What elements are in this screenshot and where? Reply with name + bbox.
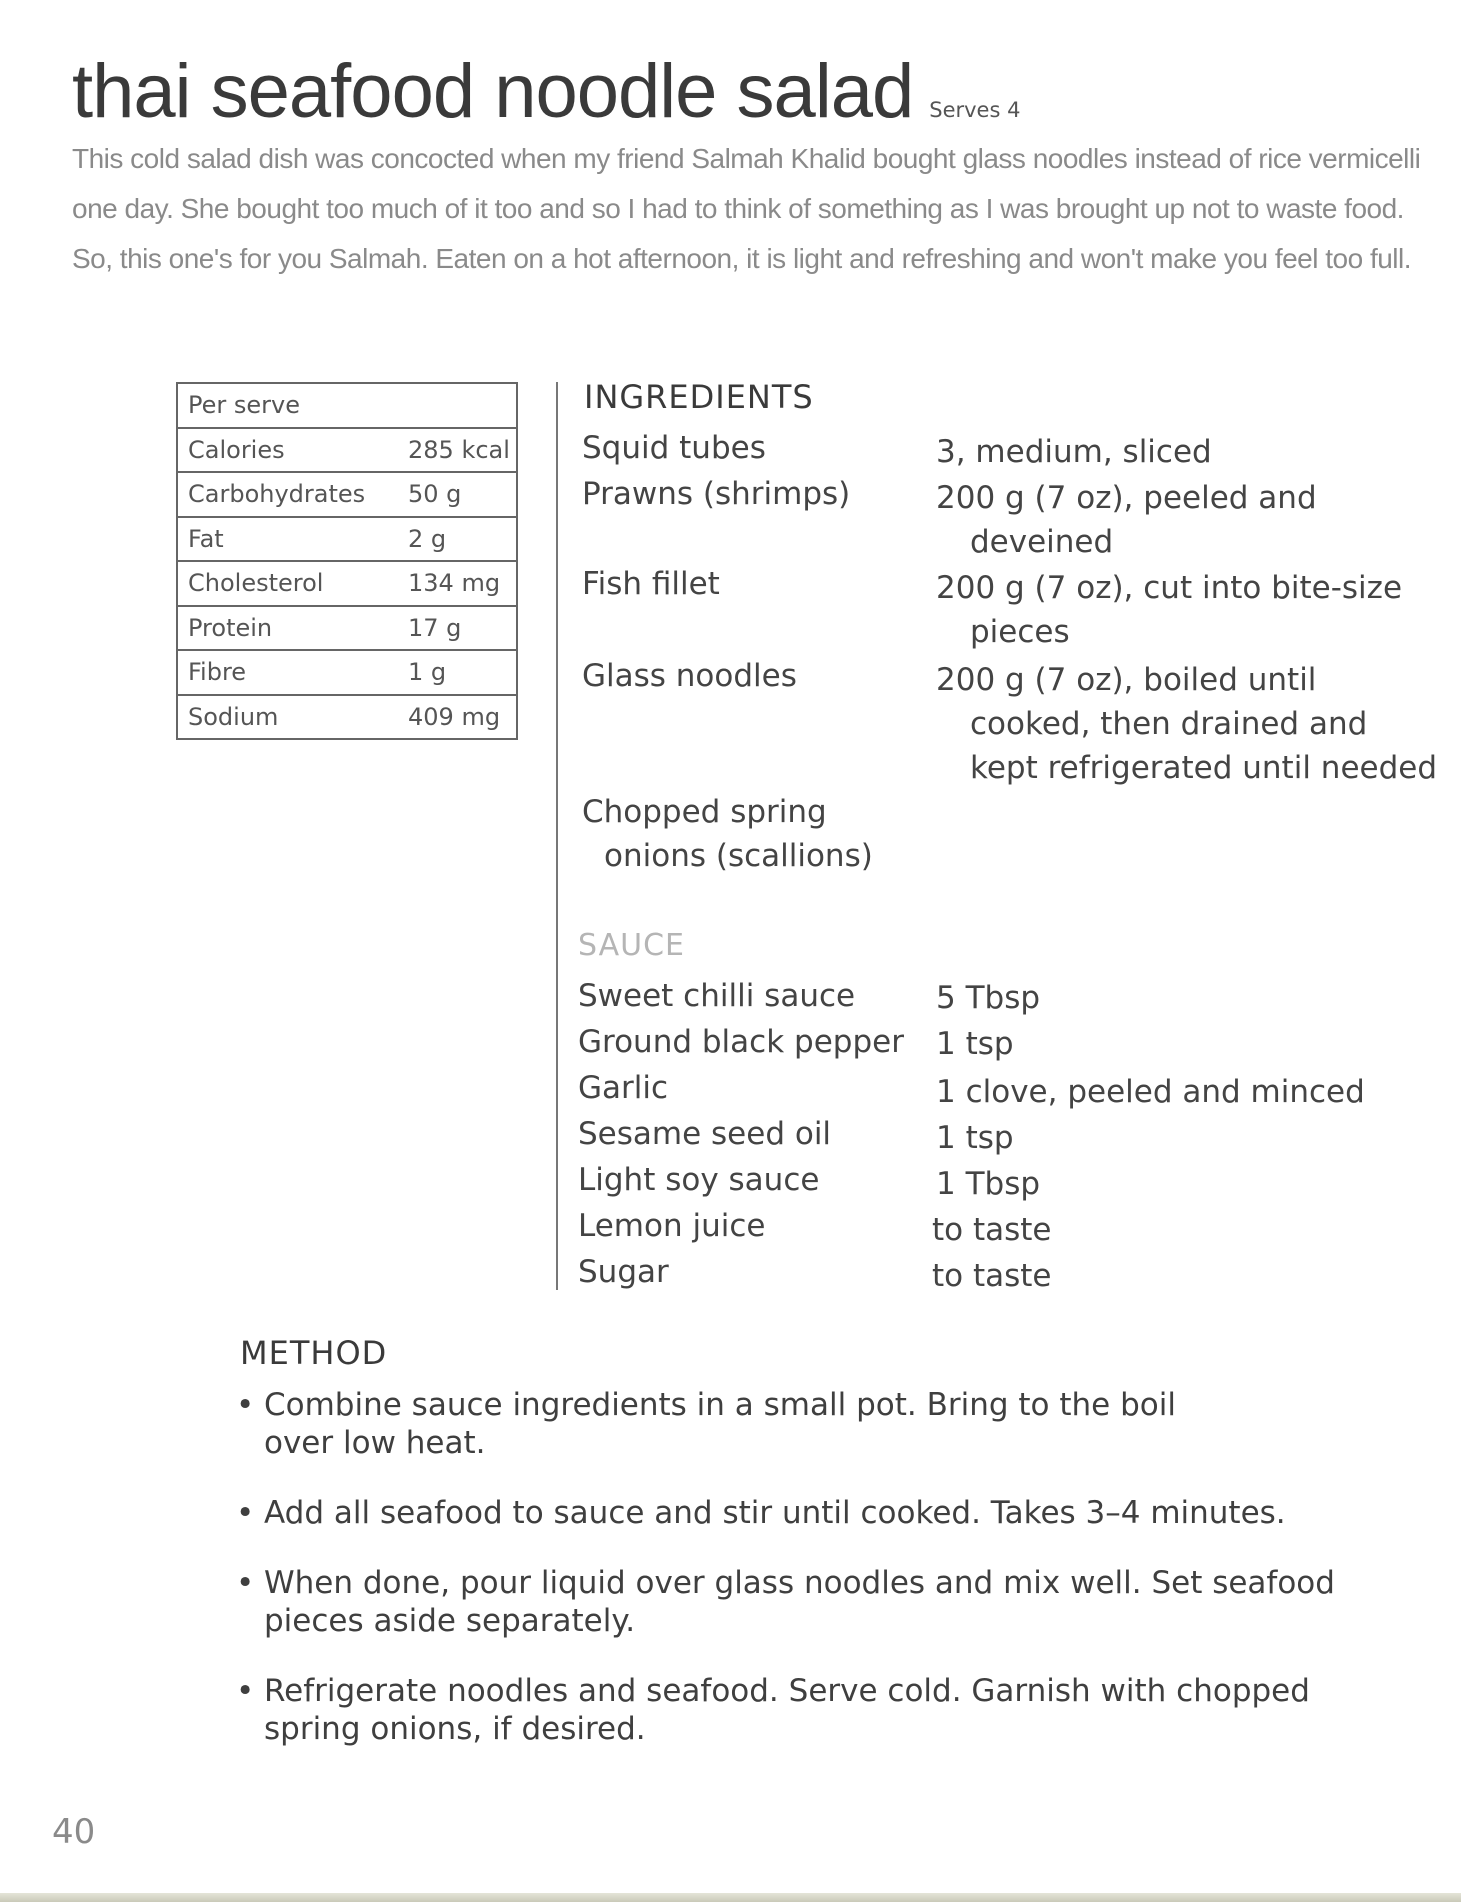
sauce-qty: 5 Tbsp bbox=[936, 980, 1041, 1016]
method-steps bbox=[236, 1386, 1406, 1780]
sauce-qty: 1 tsp bbox=[936, 1120, 1014, 1156]
page-number: 40 bbox=[52, 1812, 96, 1852]
ingredient-qty: 200 g (7 oz), boiled until bbox=[936, 662, 1317, 698]
sauce-qty: 1 tsp bbox=[936, 1026, 1014, 1062]
ingredient-qty: pieces bbox=[970, 614, 1070, 650]
sauce-name: Ground black pepper bbox=[578, 1024, 904, 1060]
nutrition-row bbox=[177, 606, 517, 651]
ingredients-list bbox=[582, 426, 1442, 886]
sauce-name: Garlic bbox=[578, 1070, 669, 1106]
method-step-line: Add all seafood to sauce and stir until cooked. Takes 3–4 minutes. bbox=[264, 1495, 1286, 1531]
method-step bbox=[236, 1386, 1406, 1462]
nutrition-label: Protein bbox=[177, 606, 398, 651]
nutrition-row bbox=[177, 472, 517, 517]
nutrition-header-row bbox=[177, 383, 517, 428]
nutrition-label: Calories bbox=[177, 428, 398, 473]
sauce-name: Light soy sauce bbox=[578, 1162, 820, 1198]
sauce-qty: to taste bbox=[932, 1258, 1052, 1294]
nutrition-value: 50 g bbox=[398, 472, 517, 517]
method-step-line: Refrigerate noodles and seafood. Serve cold. Garnish with chopped bbox=[264, 1673, 1310, 1709]
ingredient-qty: kept refrigerated until needed bbox=[970, 750, 1438, 786]
method-step-line: spring onions, if desired. bbox=[264, 1711, 646, 1747]
ingredient-name: Fish fillet bbox=[582, 566, 720, 602]
method-step bbox=[236, 1494, 1406, 1532]
nutrition-label: Fibre bbox=[177, 650, 398, 695]
ingredient-qty: 200 g (7 oz), cut into bite-size bbox=[936, 570, 1403, 606]
bullet-icon: • bbox=[236, 1495, 255, 1531]
nutrition-value: 285 kcal bbox=[398, 428, 517, 473]
method-step-line: Combine sauce ingredients in a small pot. Bring to the boil bbox=[264, 1387, 1176, 1423]
nutrition-value: 409 mg bbox=[398, 695, 517, 740]
sauce-list bbox=[578, 974, 1438, 1304]
nutrition-value: 134 mg bbox=[398, 561, 517, 606]
serves-label: Serves 4 bbox=[929, 98, 1021, 122]
sauce-name: Sweet chilli sauce bbox=[578, 978, 856, 1014]
ingredient-name: Squid tubes bbox=[582, 430, 766, 466]
sauce-name: Sugar bbox=[578, 1254, 669, 1290]
nutrition-value: 17 g bbox=[398, 606, 517, 651]
ingredient-qty: cooked, then drained and bbox=[970, 706, 1368, 742]
ingredient-name: Chopped spring bbox=[582, 794, 827, 830]
nutrition-row bbox=[177, 428, 517, 473]
sauce-name: Sesame seed oil bbox=[578, 1116, 832, 1152]
nutrition-row bbox=[177, 561, 517, 606]
ingredient-qty: 200 g (7 oz), peeled and bbox=[936, 480, 1317, 516]
nutrition-row bbox=[177, 517, 517, 562]
ingredient-name: onions (scallions) bbox=[604, 838, 873, 874]
nutrition-row bbox=[177, 695, 517, 740]
sauce-qty: 1 Tbsp bbox=[936, 1166, 1041, 1202]
ingredient-name: Glass noodles bbox=[582, 658, 797, 694]
sauce-qty: to taste bbox=[932, 1212, 1052, 1248]
page-edge bbox=[0, 1893, 1461, 1902]
bullet-icon: • bbox=[236, 1565, 255, 1601]
method-step-line: pieces aside separately. bbox=[264, 1603, 636, 1639]
method-step-line: over low heat. bbox=[264, 1425, 486, 1461]
nutrition-label: Sodium bbox=[177, 695, 398, 740]
title-row bbox=[72, 48, 1020, 135]
recipe-intro: This cold salad dish was concocted when my friend Salmah Khalid bought glass noodles instead of rice vermicelli one day. She bought too much of it too and so I had to think of something as I was brought up not to waste food. So, this one's for you Salmah. Eaten on a hot afternoon, it is light and refreshing and won't make you feel too full. bbox=[72, 143, 1421, 274]
nutrition-value: 2 g bbox=[398, 517, 517, 562]
method-heading: METHOD bbox=[240, 1334, 388, 1372]
bullet-icon: • bbox=[236, 1673, 255, 1709]
method-step-line: When done, pour liquid over glass noodles and mix well. Set seafood bbox=[264, 1565, 1335, 1601]
ingredient-name: Prawns (shrimps) bbox=[582, 476, 851, 512]
nutrition-label: Fat bbox=[177, 517, 398, 562]
sauce-heading: SAUCE bbox=[578, 928, 685, 963]
nutrition-label: Cholesterol bbox=[177, 561, 398, 606]
nutrition-table bbox=[176, 382, 518, 740]
nutrition-header: Per serve bbox=[177, 383, 517, 428]
nutrition-value: 1 g bbox=[398, 650, 517, 695]
sauce-name: Lemon juice bbox=[578, 1208, 766, 1244]
bullet-icon: • bbox=[236, 1387, 255, 1423]
ingredient-qty: 3, medium, sliced bbox=[936, 434, 1212, 470]
nutrition-label: Carbohydrates bbox=[177, 472, 398, 517]
nutrition-row bbox=[177, 650, 517, 695]
ingredients-heading: INGREDIENTS bbox=[584, 378, 814, 416]
column-divider bbox=[556, 382, 558, 1290]
ingredient-qty: deveined bbox=[970, 524, 1114, 560]
method-step bbox=[236, 1564, 1406, 1640]
sauce-qty: 1 clove, peeled and minced bbox=[936, 1074, 1365, 1110]
method-step bbox=[236, 1672, 1406, 1748]
recipe-title: thai seafood noodle salad bbox=[72, 49, 914, 134]
